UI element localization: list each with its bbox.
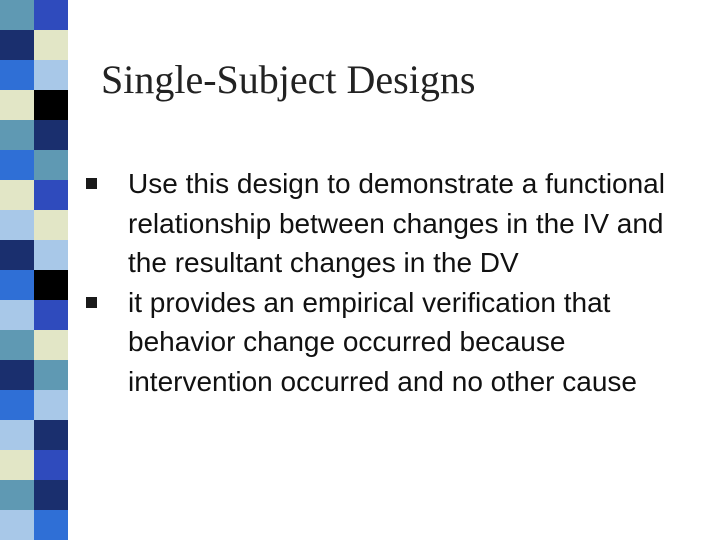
stripe-block xyxy=(0,300,34,330)
stripe-block xyxy=(34,480,68,510)
stripe-left-column xyxy=(0,0,34,540)
stripe-block xyxy=(34,0,68,30)
stripe-block xyxy=(34,240,68,270)
stripe-block xyxy=(0,150,34,180)
stripe-block xyxy=(34,390,68,420)
decorative-stripe xyxy=(0,0,68,540)
stripe-block xyxy=(0,180,34,210)
stripe-block xyxy=(34,120,68,150)
square-bullet-icon xyxy=(86,178,97,189)
stripe-block xyxy=(34,510,68,540)
stripe-block xyxy=(34,180,68,210)
stripe-block xyxy=(34,30,68,60)
stripe-block xyxy=(0,450,34,480)
stripe-block xyxy=(0,480,34,510)
bullet-text: Use this design to demonstrate a functional relationship between changes in the IV and the resultant changes in the DV xyxy=(128,168,665,278)
stripe-block xyxy=(34,150,68,180)
stripe-block xyxy=(34,450,68,480)
stripe-block xyxy=(34,270,68,300)
slide-title: Single-Subject Designs xyxy=(101,57,476,102)
stripe-block xyxy=(34,60,68,90)
stripe-block xyxy=(0,120,34,150)
stripe-block xyxy=(0,270,34,300)
bullet-list xyxy=(86,164,706,401)
stripe-block xyxy=(0,90,34,120)
stripe-block xyxy=(0,360,34,390)
stripe-block xyxy=(34,210,68,240)
stripe-block xyxy=(34,330,68,360)
stripe-block xyxy=(0,60,34,90)
stripe-block xyxy=(0,420,34,450)
stripe-block xyxy=(0,510,34,540)
stripe-block xyxy=(34,300,68,330)
stripe-block xyxy=(34,420,68,450)
bullet-item xyxy=(86,164,706,283)
stripe-block xyxy=(0,210,34,240)
stripe-block xyxy=(0,0,34,30)
stripe-right-column xyxy=(34,0,68,540)
square-bullet-icon xyxy=(86,297,97,308)
stripe-block xyxy=(0,30,34,60)
stripe-block xyxy=(34,360,68,390)
stripe-block xyxy=(0,330,34,360)
stripe-block xyxy=(0,240,34,270)
bullet-text: it provides an empirical verification that behavior change occurred because intervention occurred and no other cause xyxy=(128,286,637,397)
stripe-block xyxy=(0,390,34,420)
bullet-item xyxy=(86,283,706,402)
stripe-block xyxy=(34,90,68,120)
